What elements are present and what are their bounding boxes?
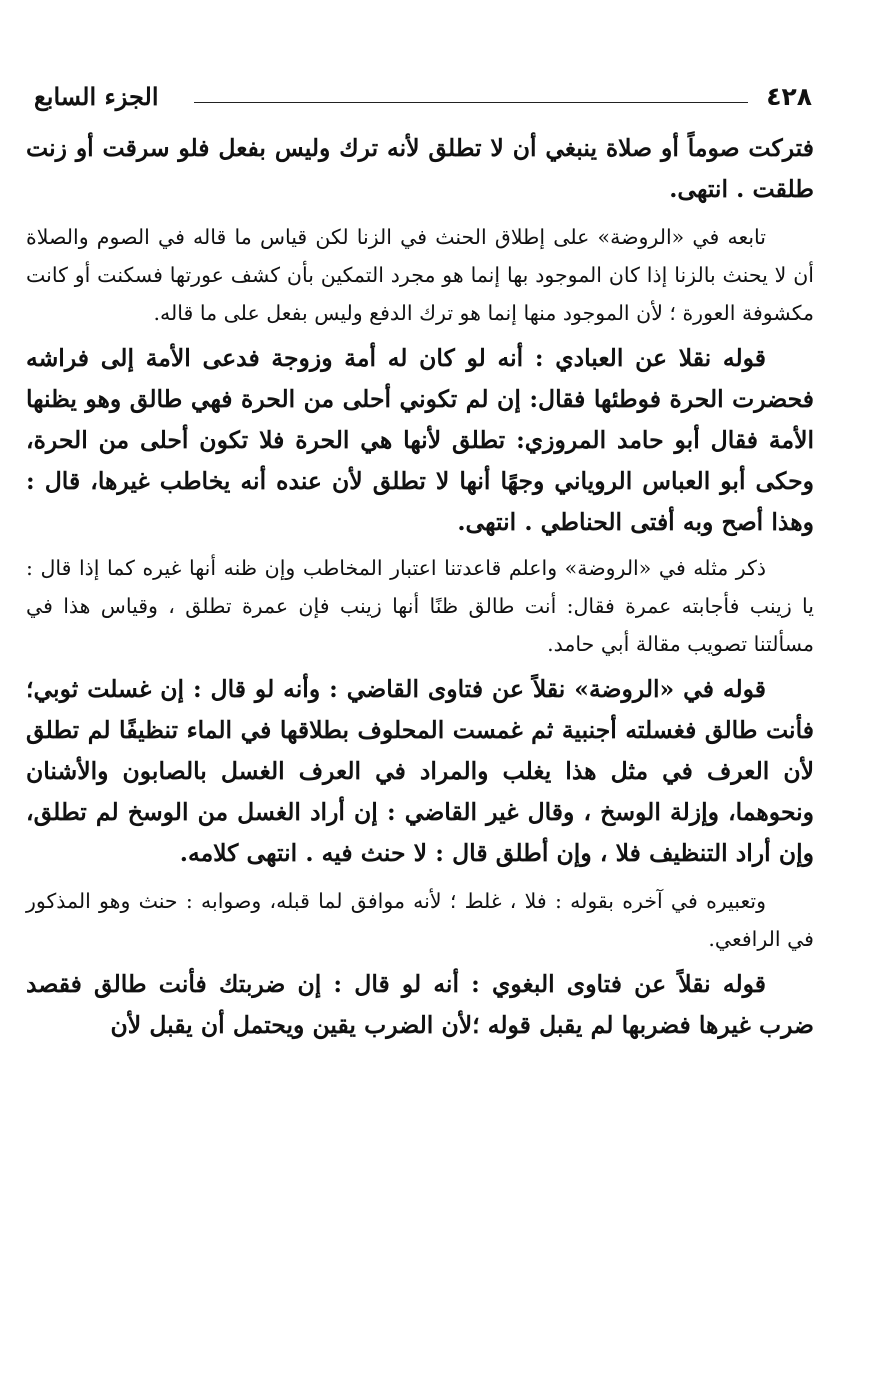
book-page (26, 78, 814, 1046)
paragraph: ذكر مثله في «الروضة» واعلم قاعدتنا اعتبار المخاطب وإن ظنه أنها غيره كما إذا قال : يا زينب فأجابته عمرة فقال: أنت طالق ظنًا أنها زينب فإن عمرة تطلق ، وقياس هذا في مسألتنا تصويب مقالة أبي حامد. (26, 556, 814, 656)
page-number: ٤٢٨ (766, 82, 812, 111)
paragraph: تابعه في «الروضة» على إطلاق الحنث في الزنا لكن قياس ما قاله في الصوم والصلاة أن لا يحنث بالزنا إذا كان الموجود بها إنما هو مجرد التمكين بأن كشف عورتها فسكنت أو كانت مكشوفة العورة ؛ لأن الموجود منها إنما هو ترك الدفع وليس بفعل على ما قاله. (26, 225, 814, 325)
body-text (26, 128, 814, 1046)
page-header (26, 78, 814, 128)
paragraph: وتعبيره في آخره بقوله : فلا ، غلط ؛ لأنه موافق لما قبله، وصوابه : حنث وهو المذكور في الرافعي. (26, 889, 814, 951)
paragraph: فتركت صوماً أو صلاة ينبغي أن لا تطلق لأنه ترك وليس بفعل فلو سرقت أو زنت طلقت . انتهى. (26, 134, 814, 203)
header-rule (194, 102, 748, 103)
paragraph: قوله نقلاً عن فتاوى البغوي : أنه لو قال : إن ضربتك فأنت طالق فقصد ضرب غيرها فضربها لم يقبل قوله ؛لأن الضرب يقين ويحتمل أن يقبل لأن (26, 970, 814, 1039)
paragraph: قوله نقلا عن العبادي : أنه لو كان له أمة وزوجة فدعى الأمة إلى فراشه فحضرت الحرة فوطئها فقال: إن لم تكوني أحلى من الحرة فهي طالق وهو يظنها الأمة فقال أبو حامد المروزي: تطلق لأنها هي الحرة فلا تكون أحلى من الحرة، وحكى أبو العباس الروياني وجهًا أنها لا تطلق لأن عنده أنه يخاطب غيرها، قال : وهذا أصح وبه أفتى الحناطي . انتهى. (26, 344, 814, 536)
running-title: الجزء السابع (34, 82, 159, 111)
paragraph: قوله في «الروضة» نقلاً عن فتاوى القاضي : وأنه لو قال : إن غسلت ثوبي؛ فأنت طالق فغسلته أجنبية ثم غمست المحلوف بطلاقها في الماء تنظيفًا لم تطلق لأن العرف في مثل هذا يغلب والمراد في العرف الغسل بالصابون والأشنان ونحوهما، وإزلة الوسخ ، وقال غير القاضي : إن أراد الغسل من الوسخ لم تطلق، وإن أراد التنظيف فلا ، وإن أطلق قال : لا حنث فيه . انتهى كلامه. (26, 675, 814, 867)
